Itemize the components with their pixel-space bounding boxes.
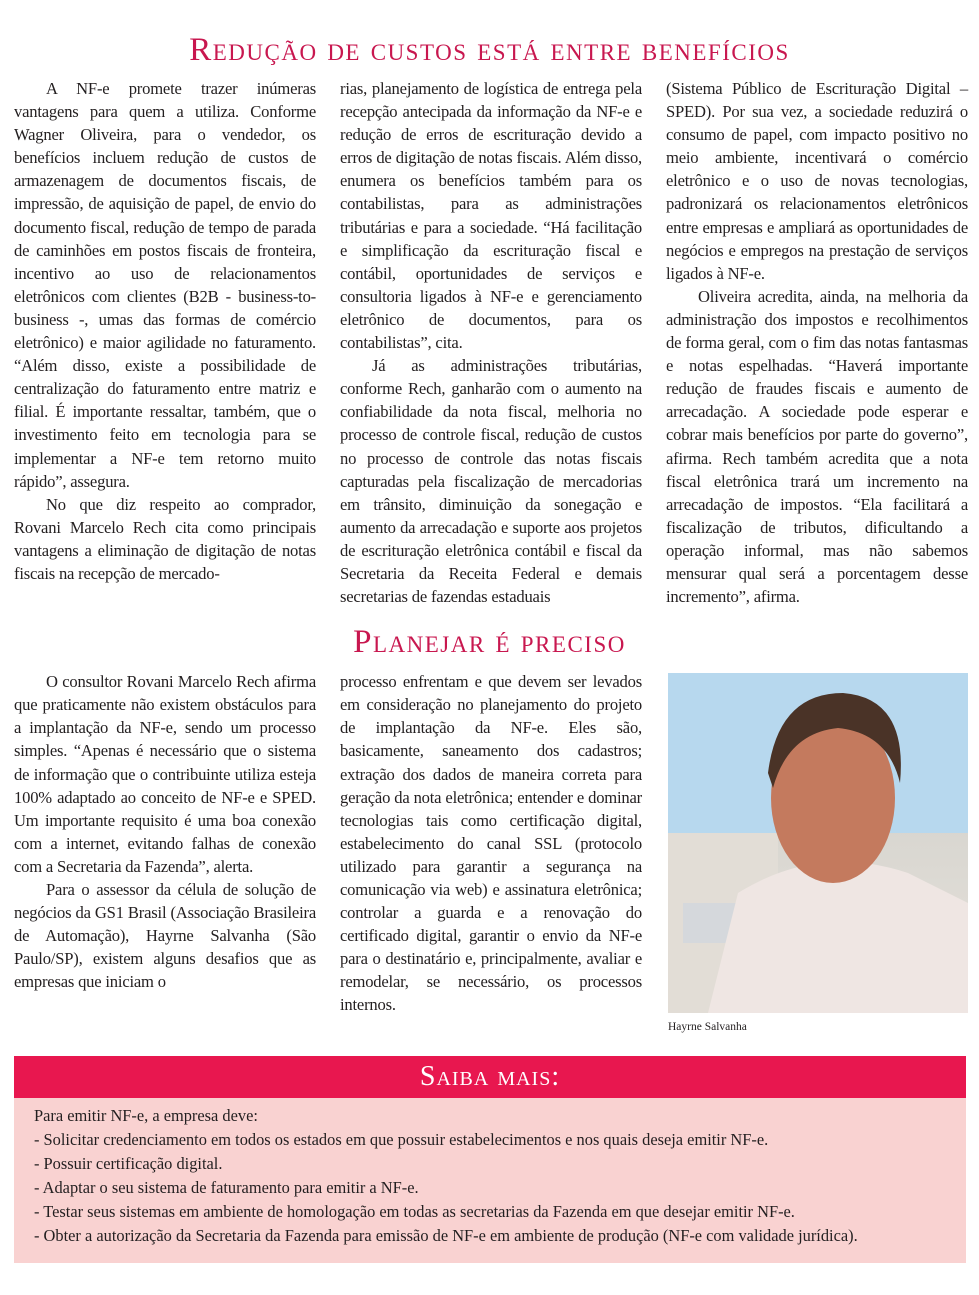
photo-caption: Hayrne Salvanha	[668, 1021, 747, 1034]
list-item: - Testar seus sistemas em ambiente de homologação em todas as secretarias da Fazenda em que desejar emitir NF-e.	[34, 1202, 795, 1222]
section-column-1	[14, 670, 316, 993]
portrait-illustration	[668, 673, 968, 1013]
section-title: Planejar é preciso	[353, 624, 626, 661]
paragraph: No que diz respeito ao comprador, Rovani Marcelo Rech cita como principais vantagens a eliminação de digitação de notas fiscais na recepção de mercado-	[14, 494, 316, 583]
paragraph: Já as administrações tributárias, conforme Rech, ganharão com o aumento na confiabilidade da nota fiscal, melhoria no processo de controle fiscal, redução de custos no processo de controle das notas fiscais capturadas pela fiscalização de mercadorias em trânsito, diminuição da sonegação e aumento da arrecadação e suporte aos projetos de escrituração eletrônica contábil e fiscal da Secretaria da Receita Federal e demais secretarias de fazendas estaduais	[340, 356, 642, 607]
saiba-mais-intro: Para emitir NF-e, a empresa deve:	[34, 1106, 258, 1126]
paragraph: (Sistema Público de Escrituração Digital – SPED). Por sua vez, a sociedade reduzirá o consumo de papel, com impacto positivo no meio ambiente, incentivará o comércio eletrônico e o uso de novas tecnologias, padronizará os relacionamentos eletrônicos entre empresas e ampliará as oportunidades de negócios e empregos na prestação de serviços ligados à NF-e.	[666, 79, 968, 283]
list-item: - Solicitar credenciamento em todos os estados em que possuir estabelecimentos e nos quais deseja emitir NF-e.	[34, 1130, 769, 1150]
saiba-mais-title: Saiba mais:	[14, 1056, 966, 1098]
section-column-2	[340, 670, 642, 1016]
list-item: - Obter a autorização da Secretaria da Fazenda para emissão de NF-e em ambiente de produção (NF-e com validade jurídica).	[34, 1226, 858, 1246]
article-title: Redução de custos está entre benefícios	[189, 32, 790, 68]
list-item: - Adaptar o seu sistema de faturamento para emitir a NF-e.	[34, 1178, 419, 1198]
article-columns	[0, 77, 979, 608]
paragraph: Oliveira acredita, ainda, na melhoria da administração dos impostos e recolhimentos de forma geral, com o fim das notas fantasmas e notas espelhadas. “Haverá importante redução de fraudes fiscais e aumento de arrecadação. A sociedade pode esperar e cobrar mais benefícios por parte do governo”, afirma. Rech também acredita que a nota fiscal eletrônica trará um incremento na arrecadação de impostos. “Ela facilitará a fiscalização de tributos, dificultando a operação informal, mas não sabemos mensurar qual será a porcentagem desse incremento”, afirma.	[666, 286, 968, 607]
saiba-mais-body	[14, 1098, 966, 1256]
paragraph: Para o assessor da célula de solução de negócios da GS1 Brasil (Associação Brasileira de Automação), Hayrne Salvanha (São Paulo/SP), existem alguns desafios que as empresas que iniciam o	[14, 880, 316, 992]
saiba-mais-box	[14, 1056, 966, 1263]
article-column-1	[14, 77, 316, 585]
paragraph: A NF-e promete trazer inúmeras vantagens para quem a utiliza. Conforme Wagner Oliveira, para o vendedor, os benefícios incluem redução de custos de armazenagem de documentos fiscais, de impressão, de aquisição de papel, de envio do documento fiscal, redução de tempo de parada de caminhões em postos fiscais de fronteira, incentivo ao uso de relacionamentos eletrônicos com clientes (B2B - business-to-business -, umas das formas de comércio eletrônico) e maior agilidade no faturamento. “Além disso, existe a possibilidade de centralização do faturamento entre matriz e filial. É importante ressaltar, também, que o investimento feito em tecnologia para se implementar a NF-e tem retorno muito rápido”, assegura.	[14, 79, 316, 491]
article-column-2	[340, 77, 642, 608]
section-columns	[0, 670, 979, 1034]
article-column-3	[666, 77, 968, 608]
paragraph: processo enfrentam e que devem ser levados em consideração no planejamento do projeto de implantação da NF-e. Eles são, basicamente, saneamento dos cadastros; extração dos dados de maneira correta para geração da nota eletrônica; entender e dominar tecnologias tais como certificação digital, estabelecimento do canal SSL (protocolo utilizado para garantir a segurança na comunicação via web) e assinatura eletrônica; controlar a guarda e a renovação do certificado digital, garantir o envio da NF-e para o destinatário e, principalmente, avaliar e remodelar, se necessário, os processos internos.	[340, 672, 642, 1015]
list-item: - Possuir certificação digital.	[34, 1154, 223, 1174]
photo-column	[666, 670, 968, 1034]
paragraph: O consultor Rovani Marcelo Rech afirma que praticamente não existem obstáculos para a implantação da NF-e, sendo um processo simples. “Apenas é necessário que o sistema de informação que o contribuinte utiliza esteja 100% adaptado ao conceito de NF-e e SPED. Um importante requisito é uma boa conexão com a internet, evitando falhas de conexão com a Secretaria da Fazenda”, alerta.	[14, 672, 316, 876]
paragraph: rias, planejamento de logística de entrega pela recepção antecipada da informação da NF-e e redução de erros de escrituração devido a erros de digitação de notas fiscais. Além disso, enumera os benefícios também para os contabilistas, para as administrações tributárias e para a sociedade. “Há facilitação e simplificação da escrituração fiscal e contábil, oportunidades de serviços e consultoria ligados à NF-e e gerenciamento eletrônico de documentos, para os contabilistas”, cita.	[340, 79, 642, 353]
portrait-photo	[668, 673, 968, 1013]
